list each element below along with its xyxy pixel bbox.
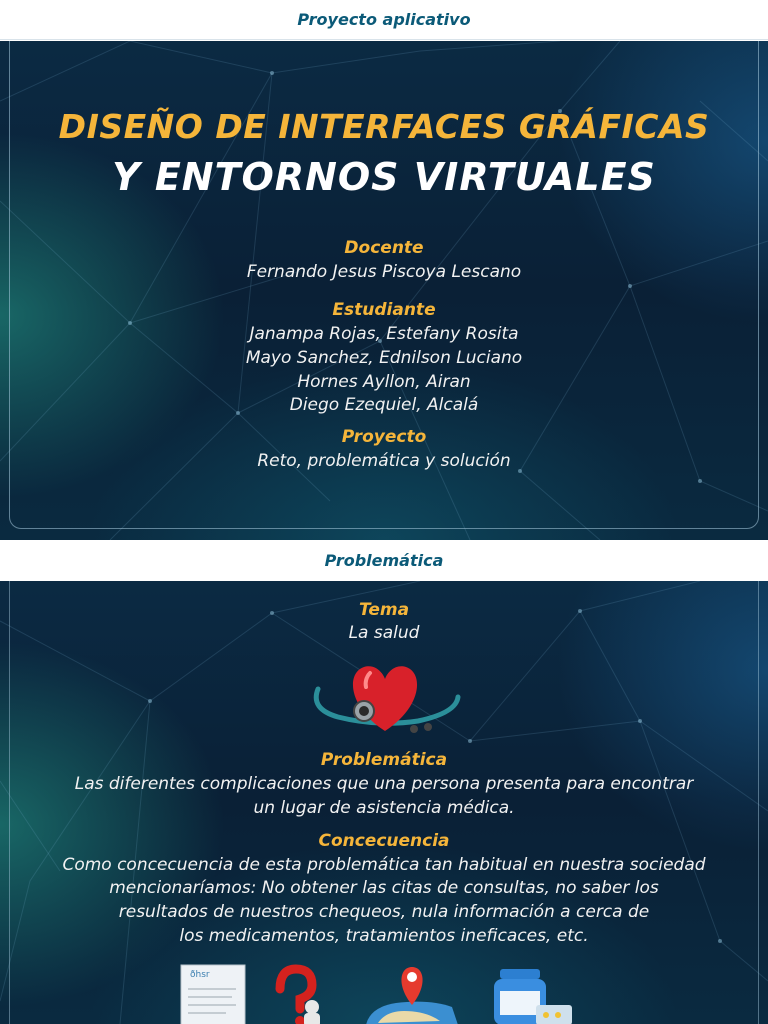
docente-name: Fernando Jesus Piscoya Lescano — [246, 262, 522, 282]
svg-text:ðhsr: ðhsr — [190, 970, 210, 980]
proyecto-text: Reto, problemática y solución — [257, 451, 511, 471]
problematica-label: Problemática — [320, 750, 448, 770]
student-name: Hornes Ayllon, Airan — [297, 372, 471, 392]
problematica-line: Las diferentes complicaciones que una persona presenta para encontrar — [74, 774, 694, 794]
section-header-problematica — [0, 540, 768, 581]
illustrations-row — [0, 963, 768, 1024]
tema-text: La salud — [348, 623, 420, 643]
docente-label: Docente — [344, 238, 424, 258]
medical-document-icon — [181, 965, 245, 1024]
map-location-pin-icon — [366, 967, 458, 1024]
section-header-label: Proyecto aplicativo — [297, 10, 471, 29]
title-slide — [0, 41, 768, 540]
consecuencia-line: mencionaríamos: No obtener las citas de consultas, no saber los — [109, 878, 659, 898]
consecuencia-line: los medicamentos, tratamientos ineficaces, etc. — [179, 926, 589, 946]
student-name: Diego Ezequiel, Alcalá — [289, 395, 479, 415]
title-line-2: Y ENTORNOS VIRTUALES — [112, 155, 656, 199]
proyecto-label: Proyecto — [341, 427, 427, 447]
consecuencia-label: Concecuencia — [318, 831, 450, 851]
question-mark-person-icon — [280, 969, 320, 1024]
section-header-proyecto — [0, 0, 768, 40]
problematica-line: un lugar de asistencia médica. — [253, 798, 515, 818]
problem-slide — [0, 581, 768, 1024]
student-name: Janampa Rojas, Estefany Rosita — [249, 324, 519, 344]
consecuencia-line: resultados de nuestros chequeos, nula información a cerca de — [118, 902, 650, 922]
estudiante-label: Estudiante — [332, 300, 436, 320]
section-header-label: Problemática — [324, 551, 444, 570]
heart-stethoscope-icon — [308, 651, 462, 737]
consecuencia-line: Como concecuencia de esta problemática tan habitual en nuestra sociedad — [62, 855, 706, 875]
student-name: Mayo Sanchez, Ednilson Luciano — [245, 348, 523, 368]
medicine-bottle-icon — [494, 969, 572, 1024]
title-line-1: DISEÑO DE INTERFACES GRÁFICAS — [58, 107, 710, 146]
tema-label: Tema — [358, 600, 410, 620]
